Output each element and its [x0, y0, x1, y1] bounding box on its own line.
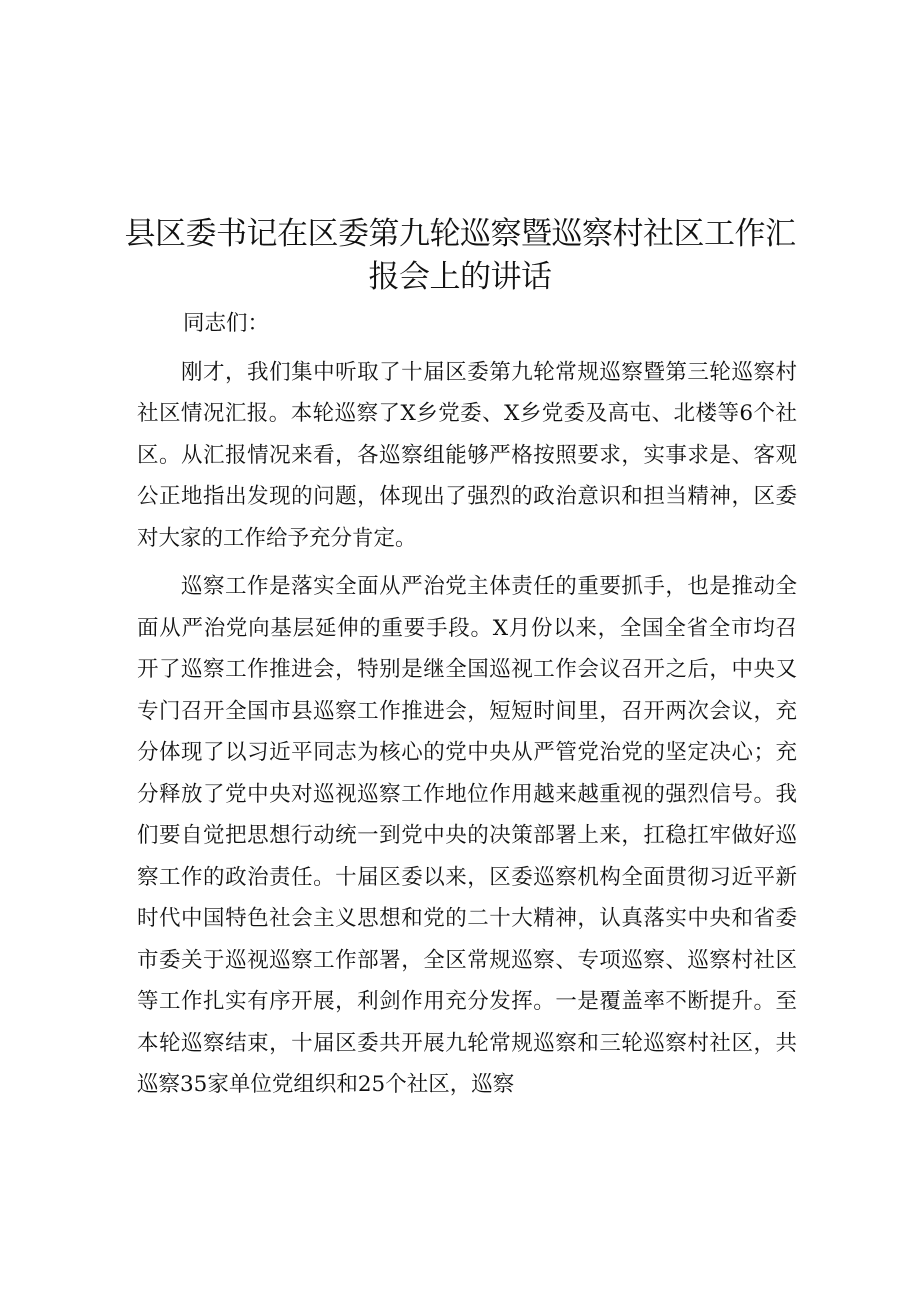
- paragraph-2: 巡察工作是落实全面从严治党主体责任的重要抓手，也是推动全面从严治党向基层延伸的重要手段。X月份以来，全国全省全市均召开了巡察工作推进会，特别是继全国巡视工作会议召开之后，中央又专门召开全国市县巡察工作推进会，短短时间里，召开两次会议，充分体现了以习近平同志为核心的党中央从严管党治党的坚定决心；充分释放了党中央对巡视巡察工作地位作用越来越重视的强烈信号。我们要自觉把思想行动统一到党中央的决策部署上来，扛稳扛牢做好巡察工作的政治责任。十届区委以来，区委巡察机构全面贯彻习近平新时代中国特色社会主义思想和党的二十大精神，认真落实中央和省委市委关于巡视巡察工作部署，全区常规巡察、专项巡察、巡察村社区等工作扎实有序开展，利剑作用充分发挥。一是覆盖率不断提升。至本轮巡察结束，十届区委共开展九轮常规巡察和三轮巡察村社区，共巡察35家单位党组织和25个社区，巡察: [137, 574, 797, 1097]
- document-body: [137, 303, 797, 1113]
- salutation: 同志们：: [183, 311, 270, 336]
- paragraph-1: 刚才，我们集中听取了十届区委第九轮常规巡察暨第三轮巡察村社区情况汇报。本轮巡察了X乡党委、X乡党委及高屯、北楼等6个社区。从汇报情况来看，各巡察组能够严格按照要求，实事求是、客观公正地指出发现的问题，体现出了强烈的政治意识和担当精神，区委对大家的工作给予充分肯定。: [137, 359, 797, 551]
- document-title: 县区委书记在区委第九轮巡察暨巡察村社区工作汇报会上的讲话: [124, 216, 796, 295]
